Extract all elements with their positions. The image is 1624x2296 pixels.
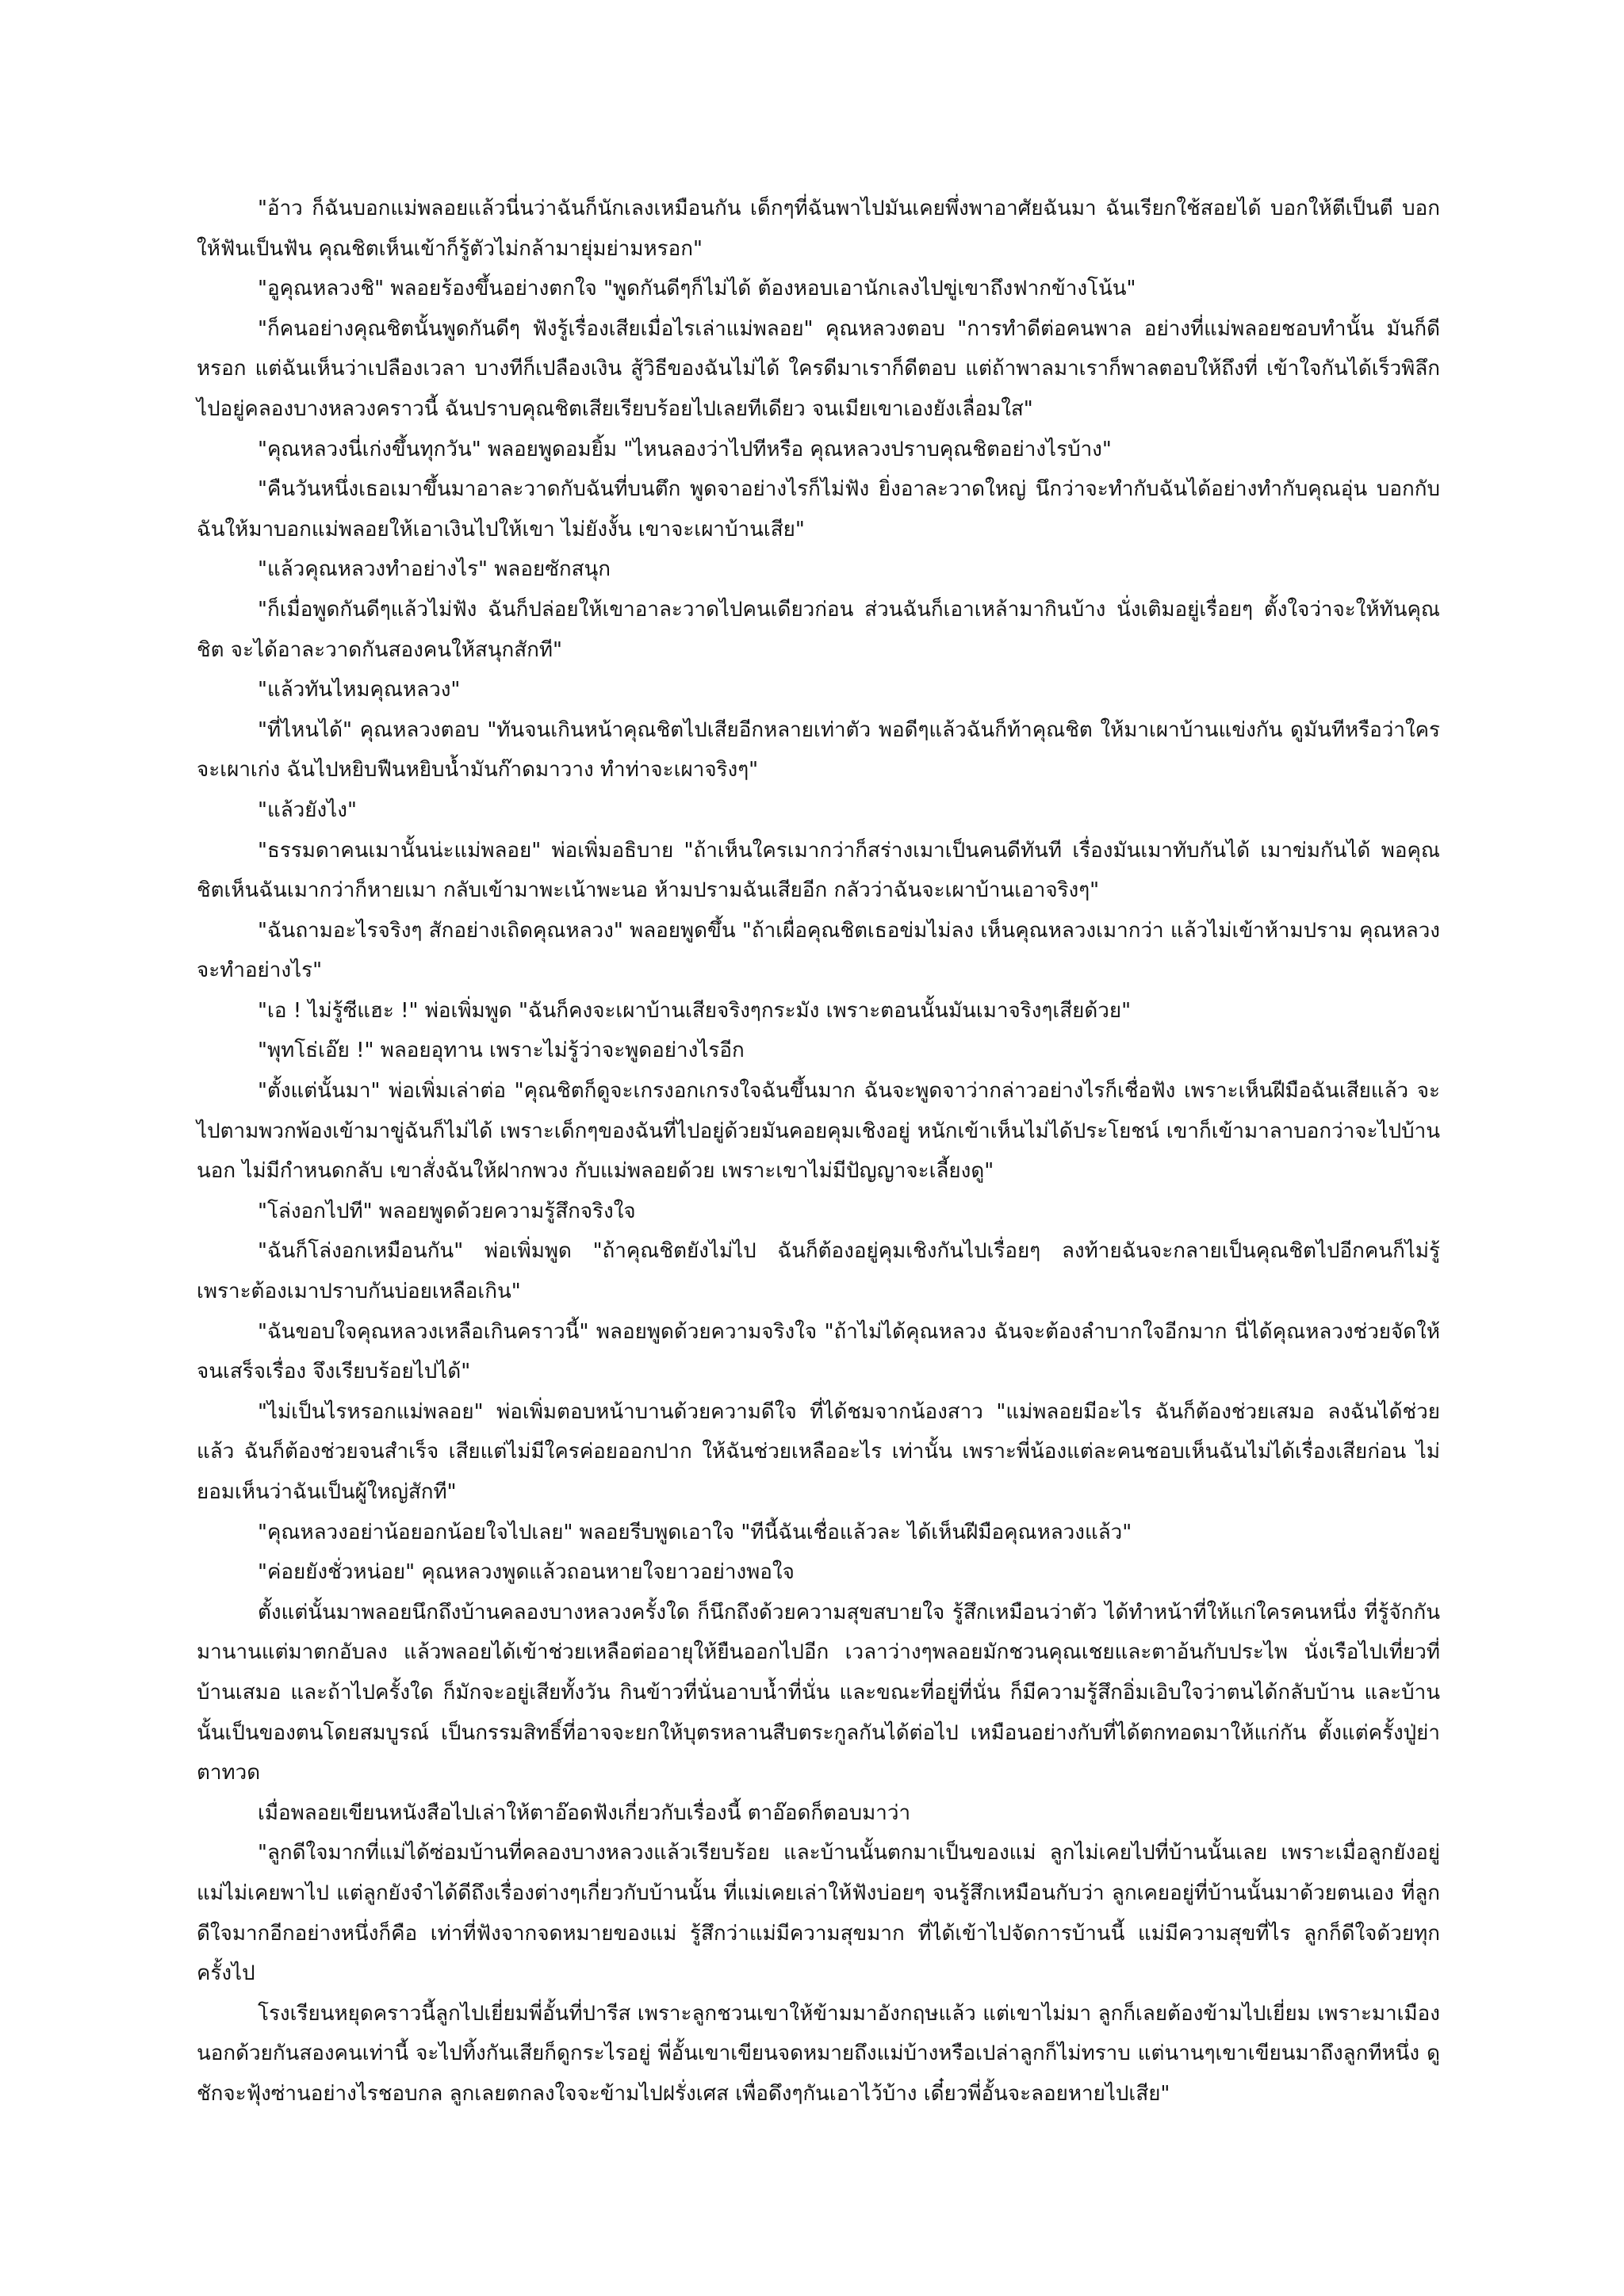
paragraph: "พุทโธ่เอ๊ย !" พลอยอุทาน เพราะไม่รู้ว่าจะพูดอย่างไรอีก — [258, 1039, 745, 1063]
document-body — [197, 189, 1440, 2114]
paragraph: "ก็เมื่อพูดกันดีๆแล้วไม่ฟัง ฉันก็ปล่อยให้เขาอาละวาดไปคนเดียวก่อน ส่วนฉันก็เอาเหล้ามากินบ้าง นั่งเติมอยู่เรื่อยๆ ตั้งใจว่าจะให้ทันคุณชิต จะได้อาละวาดกันสองคนให้สนุกสักที" — [197, 597, 1440, 662]
paragraph: "แล้วคุณหลวงทำอย่างไร" พลอยซักสนุก — [258, 557, 611, 582]
paragraph: "โล่งอกไปที" พลอยพูดด้วยความรู้สึกจริงใจ — [258, 1199, 636, 1223]
paragraph: เมื่อพลอยเขียนหนังสือไปเล่าให้ตาอ๊อดฟังเกี่ยวกับเรื่องนี้ ตาอ๊อดก็ตอบมาว่า — [258, 1800, 911, 1825]
paragraph: "แล้วทันไหมคุณหลวง" — [258, 678, 461, 702]
paragraph: "ค่อยยังชั่วหน่อย" คุณหลวงพูดแล้วถอนหายใจยาวอย่างพอใจ — [258, 1560, 795, 1585]
paragraph: "ฉันขอบใจคุณหลวงเหลือเกินคราวนี้" พลอยพูดด้วยความจริงใจ "ถ้าไม่ได้คุณหลวง ฉันจะต้องลำบากใจอีกมาก นี่ได้คุณหลวงช่วยจัดให้จนเสร็จเรื่อง จึงเรียบร้อยไปได้" — [197, 1319, 1440, 1384]
paragraph: "อ้าว ก็ฉันบอกแม่พลอยแล้วนี่นว่าฉันก็นักเลงเหมือนกัน เด็กๆที่ฉันพาไปมันเคยพึ่งพาอาศัยฉันมา ฉันเรียกใช้สอยได้ บอกให้ตีเป็นตี บอกให้ฟันเป็นฟัน คุณชิตเห็นเข้าก็รู้ตัวไม่กล้ามายุ่มย่ามหรอก" — [197, 197, 1440, 261]
paragraph: "ไม่เป็นไรหรอกแม่พลอย" พ่อเพิ่มตอบหน้าบานด้วยความดีใจ ที่ได้ชมจากน้องสาว "แม่พลอยมีอะไร ฉันก็ต้องช่วยเสมอ ลงฉันได้ช่วยแล้ว ฉันก็ต้องช่วยจนสำเร็จ เสียแต่ไม่มีใครค่อยออกปาก ให้ฉันช่วยเหลืออะไร เท่านั้น เพราะพี่น้องแต่ละคนชอบเห็นฉันไม่ได้เรื่องเสียก่อน ไม่ยอมเห็นว่าฉันเป็นผู้ใหญ่สักที" — [197, 1399, 1440, 1504]
paragraph: "เอ ! ไม่รู้ซีแฮะ !" พ่อเพิ่มพูด "ฉันก็คงจะเผาบ้านเสียจริงๆกระมัง เพราะตอนนั้นมันเมาจริงๆเสียด้วย" — [258, 998, 1132, 1023]
paragraph: "คุณหลวงอย่าน้อยอกน้อยใจไปเลย" พลอยรีบพูดเอาใจ "ทีนี้ฉันเชื่อแล้วละ ได้เห็นฝีมือคุณหลวงแล้ว" — [258, 1520, 1132, 1544]
paragraph: "ธรรมดาคนเมานั้นน่ะแม่พลอย" พ่อเพิ่มอธิบาย "ถ้าเห็นใครเมากว่าก็สร่างเมาเป็นคนดีทันที เรื่องมันเมาทับกันได้ เมาข่มกันได้ พอคุณชิตเห็นฉันเมากว่าก็หายเมา กลับเข้ามาพะเน้าพะนอ ห้ามปรามฉันเสียอีก กลัวว่าฉันจะเผาบ้านเอาจริงๆ" — [197, 838, 1440, 903]
paragraph: "แล้วยังไง" — [258, 798, 357, 822]
paragraph: "ฉันถามอะไรจริงๆ สักอย่างเถิดคุณหลวง" พลอยพูดขึ้น "ถ้าเผื่อคุณชิตเธอข่มไม่ลง เห็นคุณหลวงเมากว่า แล้วไม่เข้าห้ามปราม คุณหลวงจะทำอย่างไร" — [197, 918, 1440, 983]
paragraph: โรงเรียนหยุดคราวนี้ลูกไปเยี่ยมพี่อั้นที่ปารีส เพราะลูกชวนเขาให้ข้ามมาอังกฤษแล้ว แต่เขาไม่มา ลูกก็เลยต้องข้ามไปเยี่ยม เพราะมาเมืองนอกด้วยกันสองคนเท่านี้ จะไปทิ้งกันเสียก็ดูกระไรอยู่ พี่อั้นเขาเขียนจดหมายถึงแม่บ้างหรือเปล่าลูกก็ไม่ทราบ แต่นานๆเขาเขียนมาถึงลูกทีหนึ่ง ดูชักจะฟุ้งซ่านอย่างไรชอบกล ลูกเลยตกลงใจจะข้ามไปฝรั่งเศส เพื่อดึงๆกันเอาไว้บ้าง เดี๋ยวพี่อั้นจะลอยหายไปเสีย" — [197, 2001, 1440, 2106]
paragraph: "อูคุณหลวงชิ" พลอยร้องขึ้นอย่างตกใจ "พูดกันดีๆก็ไม่ได้ ต้องหอบเอานักเลงไปขู่เขาถึงฟากข้างโน้น" — [258, 277, 1136, 301]
paragraph: "ฉันก็โล่งอกเหมือนกัน" พ่อเพิ่มพูด "ถ้าคุณชิตยังไม่ไป ฉันก็ต้องอยู่คุมเชิงกันไปเรื่อยๆ ลงท้ายฉันจะกลายเป็นคุณชิตไปอีกคนก็ไม่รู้ เพราะต้องเมาปราบกันบ่อยเหลือเกิน" — [197, 1239, 1440, 1304]
paragraph: "คืนวันหนึ่งเธอเมาขึ้นมาอาละวาดกับฉันที่บนตึก พูดจาอย่างไรก็ไม่ฟัง ยิ่งอาละวาดใหญ่ นึกว่าจะทำกับฉันได้อย่างทำกับคุณอุ่น บอกกับฉันให้มาบอกแม่พลอยให้เอาเงินไปให้เขา ไม่ยังงั้น เขาจะเผาบ้านเสีย" — [197, 477, 1440, 541]
paragraph: ตั้งแต่นั้นมาพลอยนึกถึงบ้านคลองบางหลวงครั้งใด ก็นึกถึงด้วยความสุขสบายใจ รู้สึกเหมือนว่าตัว ได้ทำหน้าที่ให้แก่ใครคนหนึ่ง ที่รู้จักกันมานานแต่มาตกอับลง แล้วพลอยได้เข้าช่วยเหลือต่ออายุให้ยืนออกไปอีก เวลาว่างๆพลอยมักชวนคุณเชยและตาอ้นกับประไพ นั่งเรือไปเที่ยวที่บ้านเสมอ และถ้าไปครั้งใด ก็มักจะอยู่เสียทั้งวัน กินข้าวที่นั่นอาบน้ำที่นั่น และขณะที่อยู่ที่นั่น ก็มีความรู้สึกอิ่มเอิบใจว่าตนได้กลับบ้าน และบ้านนั้นเป็นของตนโดยสมบูรณ์ เป็นกรรมสิทธิ์ที่อาจจะยกให้บุตรหลานสืบตระกูลกันได้ต่อไป เหมือนอย่างกับที่ได้ตกทอดมาให้แก่กัน ตั้งแต่ครั้งปู่ย่าตาทวด — [197, 1600, 1440, 1785]
paragraph: "ก็คนอย่างคุณชิตนั้นพูดกันดีๆ ฟังรู้เรื่องเสียเมื่อไรเล่าแม่พลอย" คุณหลวงตอบ "การทำดีต่อคนพาล อย่างที่แม่พลอยชอบทำนั้น มันก็ดีหรอก แต่ฉันเห็นว่าเปลืองเวลา บางทีก็เปลืองเงิน สู้วิธีของฉันไม่ได้ ใครดีมาเราก็ดีตอบ แต่ถ้าพาลมาเราก็พาลตอบให้ถึงที่ เข้าใจกันได้เร็วพิลึก ไปอยู่คลองบางหลวงคราวนี้ ฉันปราบคุณชิตเสียเรียบร้อยไปเลยทีเดียว จนเมียเขาเองยังเลื่อมใส" — [197, 316, 1440, 421]
paragraph: "คุณหลวงนี่เก่งขึ้นทุกวัน" พลอยพูดอมยิ้ม "ไหนลองว่าไปทีหรือ คุณหลวงปราบคุณชิตอย่างไรบ้าง" — [258, 437, 1112, 461]
paragraph: "ตั้งแต่นั้นมา" พ่อเพิ่มเล่าต่อ "คุณชิตก็ดูจะเกรงอกเกรงใจฉันขึ้นมาก ฉันจะพูดจาว่ากล่าวอย่างไรก็เชื่อฟัง เพราะเห็นฝีมือฉันเสียแล้ว จะไปตามพวกพ้องเข้ามาขู่ฉันก็ไม่ได้ เพราะเด็กๆของฉันที่ไปอยู่ด้วยมันคอยคุมเชิงอยู่ หนักเข้าเห็นไม่ได้ประโยชน์ เขาก็เข้ามาลาบอกว่าจะไปบ้านนอก ไม่มีกำหนดกลับ เขาสั่งฉันให้ฝากพวง กับแม่พลอยด้วย เพราะเขาไม่มีปัญญาจะเลี้ยงดู" — [197, 1079, 1440, 1184]
paragraph: "ที่ไหนได้" คุณหลวงตอบ "ทันจนเกินหน้าคุณชิตไปเสียอีกหลายเท่าตัว พอดีๆแล้วฉันก็ท้าคุณชิต ให้มาเผาบ้านแข่งกัน ดูมันทีหรือว่าใครจะเผาเก่ง ฉันไปหยิบฟืนหยิบน้ำมันก๊าดมาวาง ทำท่าจะเผาจริงๆ" — [197, 718, 1440, 783]
paragraph: "ลูกดีใจมากที่แม่ได้ซ่อมบ้านที่คลองบางหลวงแล้วเรียบร้อย และบ้านนั้นตกมาเป็นของแม่ ลูกไม่เคยไปที่บ้านนั้นเลย เพราะเมื่อลูกยังอยู่แม่ไม่เคยพาไป แต่ลูกยังจำได้ดีถึงเรื่องต่างๆเกี่ยวกับบ้านนั้น ที่แม่เคยเล่าให้ฟังบ่อยๆ จนรู้สึกเหมือนกับว่า ลูกเคยอยู่ที่บ้านนั้นมาด้วยตนเอง ที่ลูกดีใจมากอีกอย่างหนึ่งก็คือ เท่าที่ฟังจากจดหมายของแม่ รู้สึกว่าแม่มีความสุขมาก ที่ได้เข้าไปจัดการบ้านนี้ แม่มีความสุขที่ไร ลูกก็ดีใจด้วยทุกครั้งไป — [197, 1841, 1440, 1986]
